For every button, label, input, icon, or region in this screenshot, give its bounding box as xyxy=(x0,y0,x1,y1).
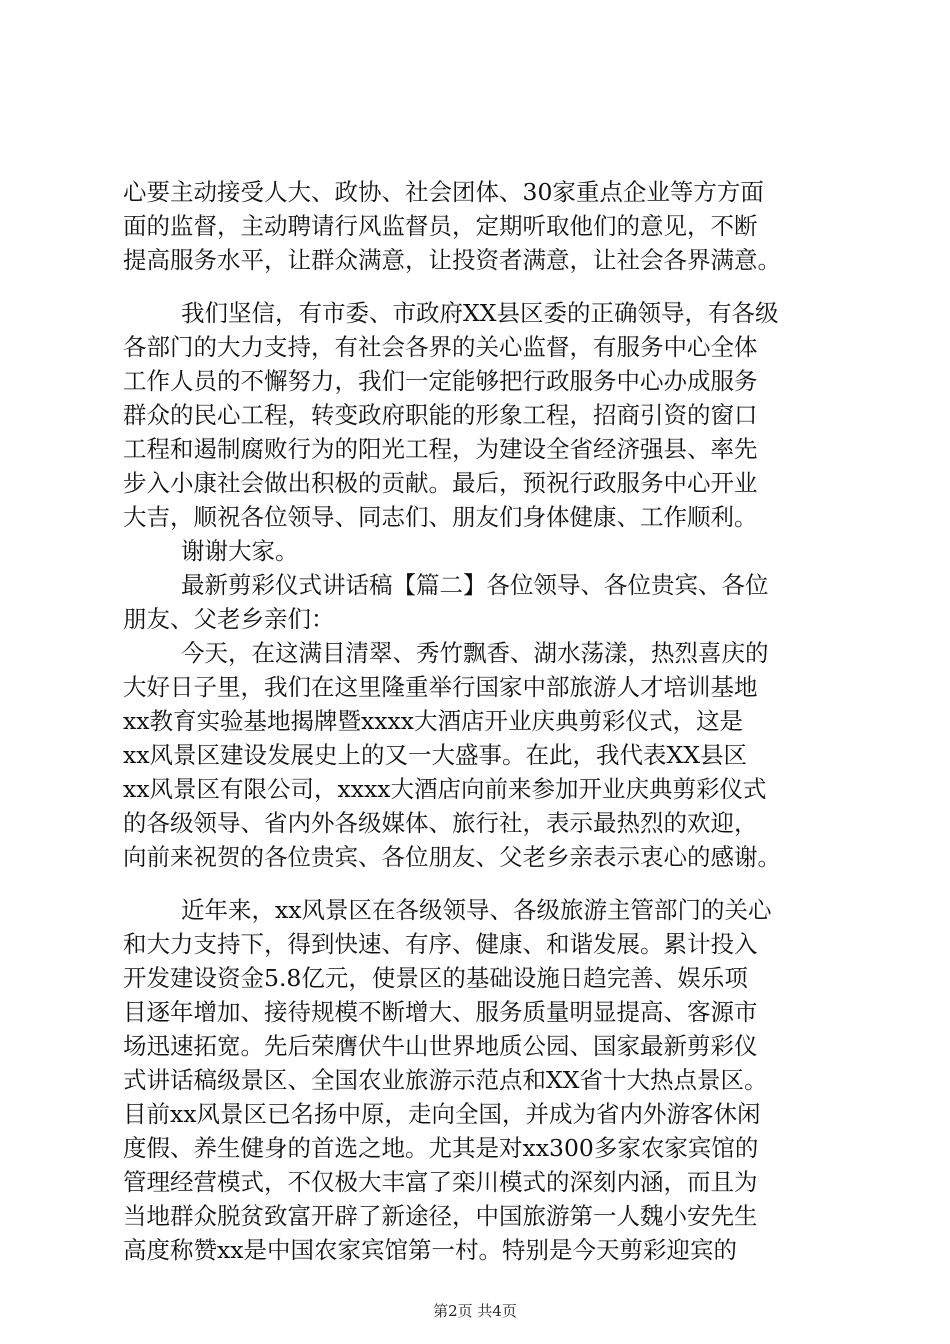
text-line: xx风景区建设发展史上的又一大盛事。在此，我代表XX县区 xyxy=(123,741,747,769)
text-line: 场迅速拓宽。先后荣膺伏牛山世界地质公园、国家最新剪彩仪 xyxy=(123,1032,758,1060)
text-line: 向前来祝贺的各位贵宾、各位朋友、父老乡亲表示衷心的感谢。 xyxy=(123,843,781,871)
text-line: 的各级领导、省内外各级媒体、旅行社，表示最热烈的欢迎， xyxy=(123,809,758,837)
text-line: 群众的民心工程，转变政府职能的形象工程，招商引资的窗口 xyxy=(123,401,758,429)
text-line: xx教育实验基地揭牌暨xxxx大酒店开业庆典剪彩仪式，这是 xyxy=(123,707,744,735)
text-line: 工作人员的不懈努力，我们一定能够把行政服务中心办成服务 xyxy=(123,367,758,395)
text-line: 目前xx风景区已名扬中原，走向全国，并成为省内外游客休闲 xyxy=(123,1100,761,1128)
text-line: 和大力支持下，得到快速、有序、健康、和谐发展。累计投入 xyxy=(123,930,758,958)
text-line: 大吉，顺祝各位领导、同志们、朋友们身体健康、工作顺利。 xyxy=(123,503,758,531)
page-number-footer: 第2页 共4页 xyxy=(433,1302,517,1320)
text-line: 管理经营模式，不仅极大丰富了栾川模式的深刻内涵，而且为 xyxy=(123,1168,758,1196)
section-heading-line: 最新剪彩仪式讲话稿【篇二】各位领导、各位贵宾、各位 xyxy=(181,571,769,599)
text-line: 开发建设资金5.8亿元，使景区的基础设施日趋完善、娱乐项 xyxy=(123,964,748,992)
text-line: 提高服务水平，让群众满意，让投资者满意，让社会各界满意。 xyxy=(123,246,781,274)
text-line: 心要主动接受人大、政协、社会团体、30家重点企业等方方面 xyxy=(123,178,764,206)
text-line: 式讲话稿级景区、全国农业旅游示范点和XX省十大热点景区。 xyxy=(123,1066,768,1094)
text-line: 高度称赞xx是中国农家宾馆第一村。特别是今天剪彩迎宾的 xyxy=(123,1236,738,1264)
text-line: xx风景区有限公司，xxxx大酒店向前来参加开业庆典剪彩仪式 xyxy=(123,775,767,803)
paragraph-first-line: 近年来，xx风景区在各级领导、各级旅游主管部门的关心 xyxy=(181,896,772,924)
text-line: 目逐年增加、接待规模不断增大、服务质量明显提高、客源市 xyxy=(123,998,758,1026)
text-line: 面的监督，主动聘请行风监督员，定期听取他们的意见，不断 xyxy=(123,212,758,240)
text-line: 度假、养生健身的首选之地。尤其是对xx300多家农家宾馆的 xyxy=(123,1134,759,1162)
text-line: 各部门的大力支持，有社会各界的关心监督，有服务中心全体 xyxy=(123,333,758,361)
paragraph-first-line: 谢谢大家。 xyxy=(181,537,299,565)
text-line: 工程和遏制腐败行为的阳光工程，为建设全省经济强县、率先 xyxy=(123,435,758,463)
text-line: 当地群众脱贫致富开辟了新途径，中国旅游第一人魏小安先生 xyxy=(123,1202,758,1230)
paragraph-first-line: 今天，在这满目清翠、秀竹飘香、湖水荡漾，热烈喜庆的 xyxy=(181,639,769,667)
paragraph-first-line: 我们坚信，有市委、市政府XX县区委的正确领导，有各级 xyxy=(181,299,779,327)
text-line: 大好日子里，我们在这里隆重举行国家中部旅游人才培训基地 xyxy=(123,673,758,701)
text-line: 步入小康社会做出积极的贡献。最后，预祝行政服务中心开业 xyxy=(123,469,758,497)
text-line: 朋友、父老乡亲们： xyxy=(123,605,335,633)
